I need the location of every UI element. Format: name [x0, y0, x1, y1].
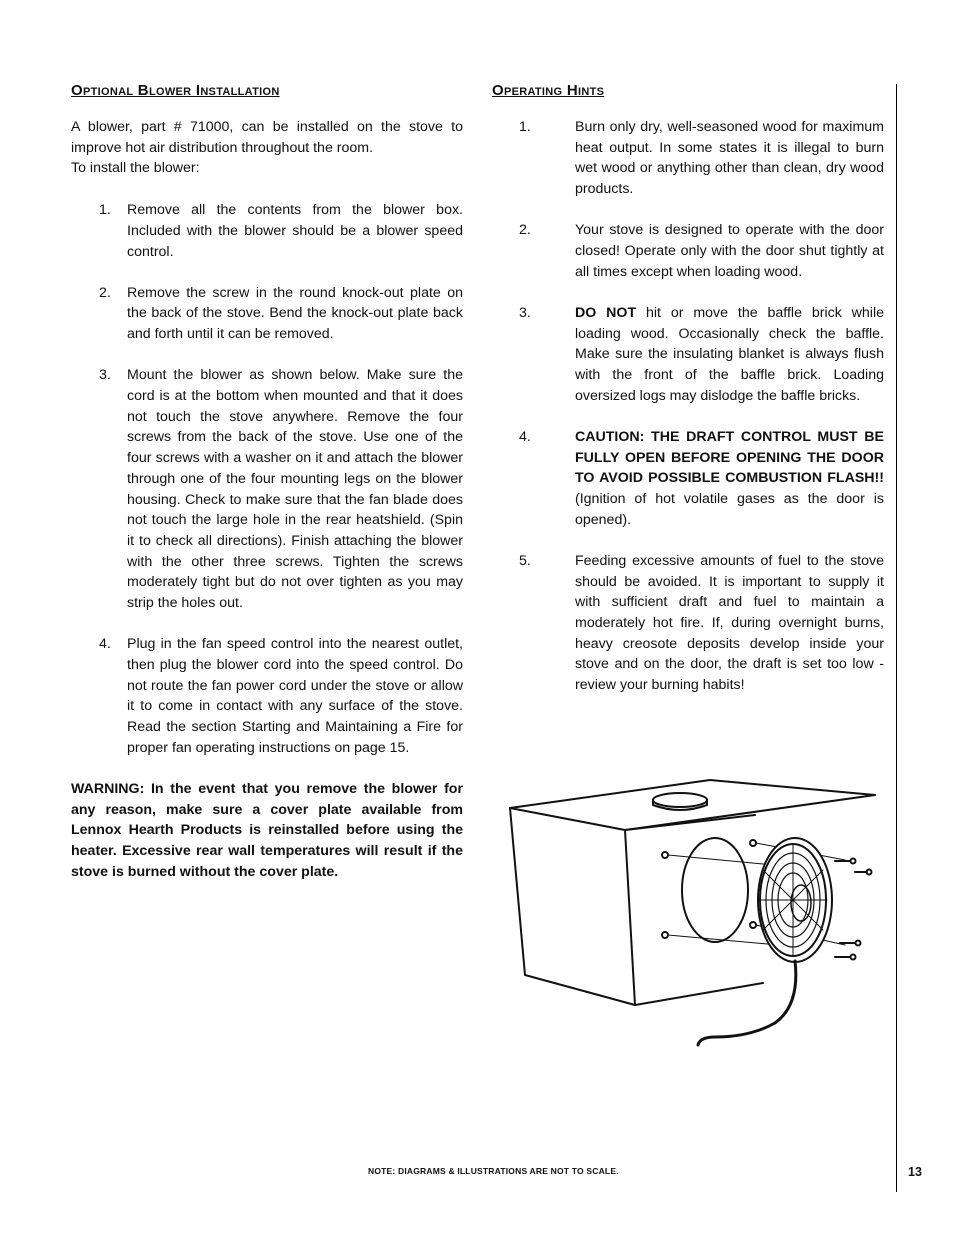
list-item: 3. DO NOT hit or move the baffle brick while loading wood. Occasionally check the baffle. Make sure the insulating blanket is always flush with the front of the baffle brick. Loading oversized logs may dislodge the baffle bricks.: [519, 304, 885, 404]
list-item: 1. Remove all the contents from the blower box. Included with the blower should be a blower speed control.: [99, 202, 463, 260]
section-heading-hints: Operating Hints: [492, 82, 605, 99]
blower-steps: [71, 200, 463, 758]
list-item: 4. CAUTION: THE DRAFT CONTROL MUST BE FULLY OPEN BEFORE OPENING THE DOOR TO AVOID POSSIBLE COMBUSTION FLASH!! (Ignition of hot volatile gases as the door is opened).: [519, 428, 884, 528]
intro-text: A blower, part # 71000, can be installed on the stove to improve hot air distribution throughout the room.: [71, 119, 463, 156]
list-item: 5. Feeding excessive amounts of fuel to the stove should be avoided. It is important to supply it with sufficient draft and fuel to maintain a moderately hot fire. If, during overnight burns, heavy creosote deposits develop inside your stove and on the door, the draft is set too low - review your burning habits!: [519, 552, 884, 694]
blower-installation-diagram: [505, 775, 885, 1050]
intro-text-2: To install the blower:: [71, 160, 200, 177]
column-divider: [896, 84, 897, 1192]
operating-hints: [492, 117, 884, 696]
list-item: 1. Burn only dry, well-seasoned wood for maximum heat output. In some states it is illegal to burn wet wood or anything other than clean, dry wood products.: [519, 119, 884, 198]
list-item: 4. Plug in the fan speed control into the nearest outlet, then plug the blower cord into the speed control. Do not route the fan power cord under the stove or allow it to come in contact with any surface of the stove. Read the section Starting and Maintaining a Fire for proper fan operating instructions on page 15.: [99, 636, 463, 756]
list-item: 2. Your stove is designed to operate with the door closed! Operate only with the door shut tightly at all times except when loading wood.: [519, 222, 884, 280]
left-column: [71, 82, 463, 883]
list-item: 3. Mount the blower as shown below. Make sure the cord is at the bottom when mounted and that it does not touch the stove anywhere. Remove the four screws from the back of the stove. Use one of the four screws with a washer on it and attach the blower through one of the four mounting legs on the blower housing. Check to make sure that the fan blade does not touch the large hole in the rear heatshield. (Spin it to check all directions). Finish attaching the blower with the other three screws. Tighten the screws moderately tight but do not over tighten as you may strip the holes out.: [99, 367, 463, 612]
section-heading-blower: Optional Blower Installation: [71, 82, 280, 99]
page-number: 13: [908, 1165, 922, 1179]
list-item: 2. Remove the screw in the round knock-out plate on the back of the stove. Bend the knock-out plate back and forth until it can be removed.: [99, 284, 463, 343]
footer-note: NOTE: DIAGRAMS & ILLUSTRATIONS ARE NOT TO SCALE.: [368, 1166, 619, 1176]
right-column: [492, 82, 884, 716]
warning-text: WARNING: In the event that you remove the blower for any reason, make sure a cover plate available from Lennox Hearth Products is reinstalled before using the heater. Excessive rear wall temperatures will result if the stove is burned without the cover plate.: [71, 780, 463, 880]
